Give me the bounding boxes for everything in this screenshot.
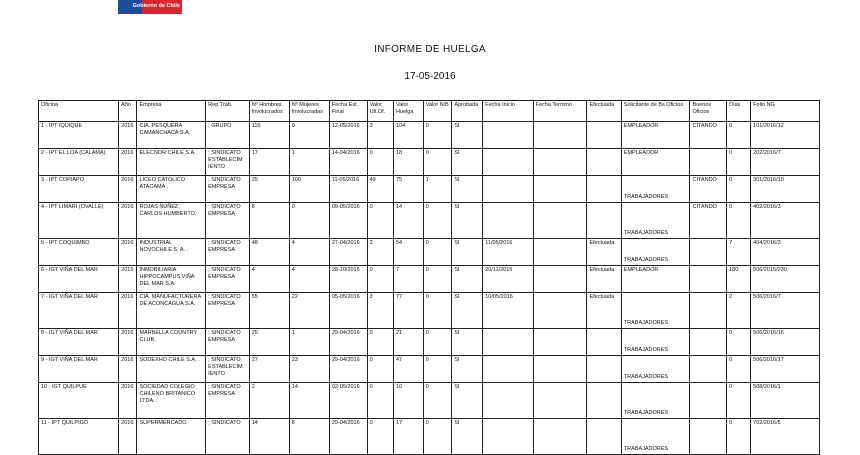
table-cell	[533, 383, 587, 419]
table-cell	[587, 356, 621, 383]
table-cell: SI	[452, 266, 483, 293]
table-cell	[690, 239, 727, 266]
table-cell: Efectuada	[587, 239, 621, 266]
table-cell: 25	[249, 329, 289, 356]
table-cell: 8	[249, 203, 289, 239]
column-header: Fecha Termino	[533, 101, 587, 122]
column-header: Nº Mujeres Involucradas	[289, 101, 329, 122]
table-cell: 25	[249, 176, 289, 203]
table-cell: 27	[249, 356, 289, 383]
table-cell: ; SINDICATO EMPRESA	[206, 203, 250, 239]
table-cell: 2016	[119, 356, 137, 383]
table-cell	[533, 203, 587, 239]
table-cell: 09-05/2016	[329, 203, 367, 239]
table-cell	[483, 329, 533, 356]
table-cell: 11 - IPT QUILPIGO	[39, 419, 119, 455]
table-cell	[533, 329, 587, 356]
table-cell: ; SINDICATO ESTABLECIM IENTO	[206, 149, 250, 176]
column-header: Nº Hombres Involucrados	[249, 101, 289, 122]
table-cell: 402/2016/3	[751, 203, 820, 239]
table-cell: Efectuada	[587, 266, 621, 293]
table-cell: 702/2016/5	[751, 419, 820, 455]
column-header: Fecha Inicio	[483, 101, 533, 122]
table-cell: 0	[423, 239, 452, 266]
table-cell: 0	[727, 419, 751, 455]
table-cell: 10/05/2016	[483, 293, 533, 329]
table-cell: 101/2016/12	[751, 122, 820, 149]
column-header: Año	[119, 101, 137, 122]
table-cell: SI	[452, 329, 483, 356]
column-header: Rep.Trab.	[206, 101, 250, 122]
table-row	[39, 266, 820, 293]
table-cell: 23	[289, 356, 329, 383]
table-cell: 47	[393, 356, 423, 383]
table-cell: 3 - IPT COPIAPO	[39, 176, 119, 203]
table-cell: 2 - IPT EL LOA (CALAMA)	[39, 149, 119, 176]
table-cell: 2016	[119, 203, 137, 239]
table-cell: 0	[367, 356, 393, 383]
table-cell: 11-05/2016	[329, 176, 367, 203]
table-cell: TRABAJADORES	[621, 419, 690, 455]
table-cell	[587, 203, 621, 239]
table-cell: 29-04/2016	[329, 419, 367, 455]
table-header-row	[39, 101, 820, 122]
column-header: Valor N/B	[423, 101, 452, 122]
table-cell: 10 - IGT QUILPUE	[39, 383, 119, 419]
table-cell: 0	[727, 122, 751, 149]
column-header: Oficina	[39, 101, 119, 122]
table-cell: 10	[393, 383, 423, 419]
table-row	[39, 356, 820, 383]
table-cell	[483, 419, 533, 455]
table-cell	[483, 356, 533, 383]
table-cell: 0	[367, 203, 393, 239]
table-cell: 104	[393, 122, 423, 149]
table-cell	[483, 149, 533, 176]
table-cell: 0	[727, 203, 751, 239]
table-cell: 3	[367, 239, 393, 266]
table-cell: ; SINDICATO EMPRESA	[206, 239, 250, 266]
table-cell	[587, 329, 621, 356]
table-cell: 2016	[119, 239, 137, 266]
table-cell: 54	[393, 239, 423, 266]
table-cell: CITANDO	[690, 122, 727, 149]
table-cell: 202/2016/7	[751, 149, 820, 176]
table-cell: 0	[367, 149, 393, 176]
table-cell	[690, 266, 727, 293]
column-header: Días	[727, 101, 751, 122]
table-cell	[587, 419, 621, 455]
table-cell: 48	[249, 239, 289, 266]
table-cell: EMPLEADOR	[621, 149, 690, 176]
table-cell: 0	[423, 356, 452, 383]
table-cell: 4	[289, 266, 329, 293]
table-cell: TRABAJADORES	[621, 329, 690, 356]
column-header: Aprobada	[452, 101, 483, 122]
table-cell	[483, 176, 533, 203]
table-cell	[587, 176, 621, 203]
column-header: Buenos Oficios	[690, 101, 727, 122]
table-cell	[533, 266, 587, 293]
table-cell: CITANDO	[690, 176, 727, 203]
table-cell: SI	[452, 419, 483, 455]
table-cell: LICEO CATOLICO ATACAMA .	[137, 176, 206, 203]
table-cell: 0	[423, 122, 452, 149]
column-header: Empresa	[137, 101, 206, 122]
table-cell: 0	[289, 203, 329, 239]
table-cell	[690, 329, 727, 356]
table-cell	[533, 176, 587, 203]
table-cell: CIA. MANUFACTURERA DE ACONCAGUA S.A.	[137, 293, 206, 329]
table-cell	[533, 122, 587, 149]
table-row	[39, 176, 820, 203]
table-cell: ; SINDICATO	[206, 419, 250, 455]
table-cell	[533, 293, 587, 329]
table-cell: 0	[367, 266, 393, 293]
table-cell	[690, 356, 727, 383]
table-cell: INDUSTRIAL NOVOCHILE S. A. .	[137, 239, 206, 266]
table-cell: INMOBILIARIA HIPPOCAMPUS VIÑA DEL MAR S.A.	[137, 266, 206, 293]
table-cell: 0	[423, 203, 452, 239]
table-cell: 1	[289, 149, 329, 176]
table-cell: 2	[249, 383, 289, 419]
table-cell: 100	[289, 176, 329, 203]
table-cell: ; SINDICATO EMPRESA	[206, 383, 250, 419]
table-cell: 508/2016/1	[751, 383, 820, 419]
table-cell	[533, 356, 587, 383]
table-cell: 17	[249, 149, 289, 176]
table-cell: ELECNOR CHILE S.A.	[137, 149, 206, 176]
table-cell: 0	[727, 176, 751, 203]
table-cell: 506/2015/230	[751, 266, 820, 293]
table-cell: Efectuada	[587, 293, 621, 329]
table-cell: ; SINDICATO EMPRESA	[206, 176, 250, 203]
table-cell: 7 - IGT VIÑA DEL MAR	[39, 293, 119, 329]
column-header: Folio NG	[751, 101, 820, 122]
table-cell	[533, 419, 587, 455]
table-cell: ROJAS NUÑEZ, CARLOS HUMBERTO.	[137, 203, 206, 239]
table-cell	[690, 293, 727, 329]
column-header: Valor Huelga	[393, 101, 423, 122]
table-cell: 9 - IGT VIÑA DEL MAR	[39, 356, 119, 383]
table-cell: 14	[249, 419, 289, 455]
table-cell: 29-04/2016	[329, 329, 367, 356]
table-cell: 3	[367, 122, 393, 149]
table-cell: 0	[423, 329, 452, 356]
table-cell: 506/2016/7	[751, 293, 820, 329]
table-cell	[690, 149, 727, 176]
table-cell: 18	[393, 149, 423, 176]
table-cell	[533, 239, 587, 266]
table-cell: 7	[393, 266, 423, 293]
table-cell: 0	[367, 419, 393, 455]
table-cell	[690, 419, 727, 455]
table-cell: 0	[423, 419, 452, 455]
table-cell: TRABAJADORES	[621, 383, 690, 419]
table-cell: 0	[423, 266, 452, 293]
table-cell: 4	[249, 266, 289, 293]
table-cell: 2016	[119, 383, 137, 419]
table-cell: 49	[367, 176, 393, 203]
table-cell: 2016	[119, 293, 137, 329]
table-cell	[533, 149, 587, 176]
table-cell: 2016	[119, 122, 137, 149]
table-cell: SI	[452, 239, 483, 266]
table-cell: 4 - IPT LIMARI (OVALLE)	[39, 203, 119, 239]
table-cell: 8	[289, 419, 329, 455]
table-cell: SI	[452, 383, 483, 419]
table-cell: SI	[452, 356, 483, 383]
table-cell: 27-04/2016	[329, 239, 367, 266]
table-cell: 506/2016/17	[751, 356, 820, 383]
table-cell: 0	[367, 383, 393, 419]
table-cell: CIA. PESQUERA CAMANCHACA S.A.	[137, 122, 206, 149]
table-cell: TRABAJADORES	[621, 239, 690, 266]
table-cell: 2	[727, 293, 751, 329]
table-cell: ; SINDICATO ESTABLECIM IENTO	[206, 356, 250, 383]
table-cell	[690, 383, 727, 419]
table-cell: 14-04/2016	[329, 149, 367, 176]
report-title: INFORME DE HUELGA	[374, 44, 486, 55]
table-cell: TRABAJADORES	[621, 203, 690, 239]
table-cell: 1	[423, 176, 452, 203]
table-cell: 12-05/2016	[329, 122, 367, 149]
table-cell: 7	[727, 239, 751, 266]
table-cell: 180	[727, 266, 751, 293]
table-cell: EMPLEADOR	[621, 266, 690, 293]
table-cell: 0	[423, 149, 452, 176]
table-cell: 0	[367, 329, 393, 356]
table-cell: MARBELLA COUNTRY CLUB.	[137, 329, 206, 356]
table-row	[39, 329, 820, 356]
table-cell: ; GRUPO	[206, 122, 250, 149]
table-cell: 77	[393, 293, 423, 329]
table-cell: SI	[452, 203, 483, 239]
table-cell	[483, 122, 533, 149]
table-cell: 1 - IPT IQUIQUE	[39, 122, 119, 149]
table-cell: SOCIEDAD COLEGIO CHILENO BRITANICO LTDA. .	[137, 383, 206, 419]
table-row	[39, 203, 820, 239]
table-cell: ; SINDICATO EMPRESA	[206, 329, 250, 356]
table-cell: SI	[452, 149, 483, 176]
table-cell: 2016	[119, 419, 137, 455]
table-cell: 14	[289, 383, 329, 419]
table-cell: 8 - IGT VIÑA DEL MAR	[39, 329, 119, 356]
table-cell: ; SINDICATO EMPRESA	[206, 293, 250, 329]
table-cell: 404/2016/3	[751, 239, 820, 266]
table-row	[39, 122, 820, 149]
table-row	[39, 239, 820, 266]
table-cell: EMPLEADOR	[621, 122, 690, 149]
table-cell: 2015	[119, 266, 137, 293]
table-cell: SODEXHO CHILE S.A. .	[137, 356, 206, 383]
column-header: Fecha Est. Final	[329, 101, 367, 122]
table-cell: 116	[249, 122, 289, 149]
table-cell: 05-05/2016	[329, 293, 367, 329]
table-cell	[587, 122, 621, 149]
table-row	[39, 383, 820, 419]
table-cell: 75	[393, 176, 423, 203]
table-cell: SUPERMERCADO	[137, 419, 206, 455]
table-cell: TRABAJADORES	[621, 293, 690, 329]
table-cell: SI	[452, 293, 483, 329]
table-cell: 0	[423, 383, 452, 419]
table-cell: SI	[452, 122, 483, 149]
table-cell: 506/2016/16	[751, 329, 820, 356]
table-cell: 0	[423, 293, 452, 329]
table-cell	[587, 383, 621, 419]
table-cell: 0	[727, 356, 751, 383]
table-cell: CITANDO	[690, 203, 727, 239]
table-cell: 29-04/2016	[329, 356, 367, 383]
table-row	[39, 149, 820, 176]
table-cell: TRABAJADORES	[621, 356, 690, 383]
table-cell: 5 - IPT COQUIMBO	[39, 239, 119, 266]
table-row	[39, 293, 820, 329]
column-header: Valor Ult.Of.	[367, 101, 393, 122]
table-cell: 17	[393, 419, 423, 455]
table-cell	[483, 203, 533, 239]
report-date: 17-05-2016	[404, 71, 456, 82]
table-cell: 0	[727, 149, 751, 176]
table-cell: 02-05/2016	[329, 383, 367, 419]
table-cell: 2016	[119, 329, 137, 356]
table-cell: 0	[289, 122, 329, 149]
strike-report-table	[38, 100, 820, 455]
table-cell	[587, 149, 621, 176]
table-cell: 0	[727, 329, 751, 356]
government-logo-text: Gobierno de Chile	[132, 3, 180, 9]
table-cell: 55	[249, 293, 289, 329]
table-cell: 4	[289, 239, 329, 266]
table-cell: 2016	[119, 149, 137, 176]
table-cell: ; SINDICATO EMPRESA	[206, 266, 250, 293]
table-cell: 22	[289, 293, 329, 329]
table-cell: 2016	[119, 176, 137, 203]
table-cell: TRABAJADORES	[621, 176, 690, 203]
column-header: Solicitante de Bs.Oficios	[621, 101, 690, 122]
table-cell: 0	[727, 383, 751, 419]
table-cell: 301/2016/10	[751, 176, 820, 203]
table-cell: 1	[289, 329, 329, 356]
table-cell: 3	[367, 293, 393, 329]
table-cell: 21	[393, 329, 423, 356]
table-cell	[483, 383, 533, 419]
table-cell: 6 - IGT VIÑA DEL MAR	[39, 266, 119, 293]
table-cell: 14	[393, 203, 423, 239]
table-cell: 20/11/2015	[483, 266, 533, 293]
table-cell: SI	[452, 176, 483, 203]
table-cell: 28-10/2015	[329, 266, 367, 293]
table-row	[39, 419, 820, 455]
column-header: Efectuada	[587, 101, 621, 122]
table-cell: 11/05/2016	[483, 239, 533, 266]
